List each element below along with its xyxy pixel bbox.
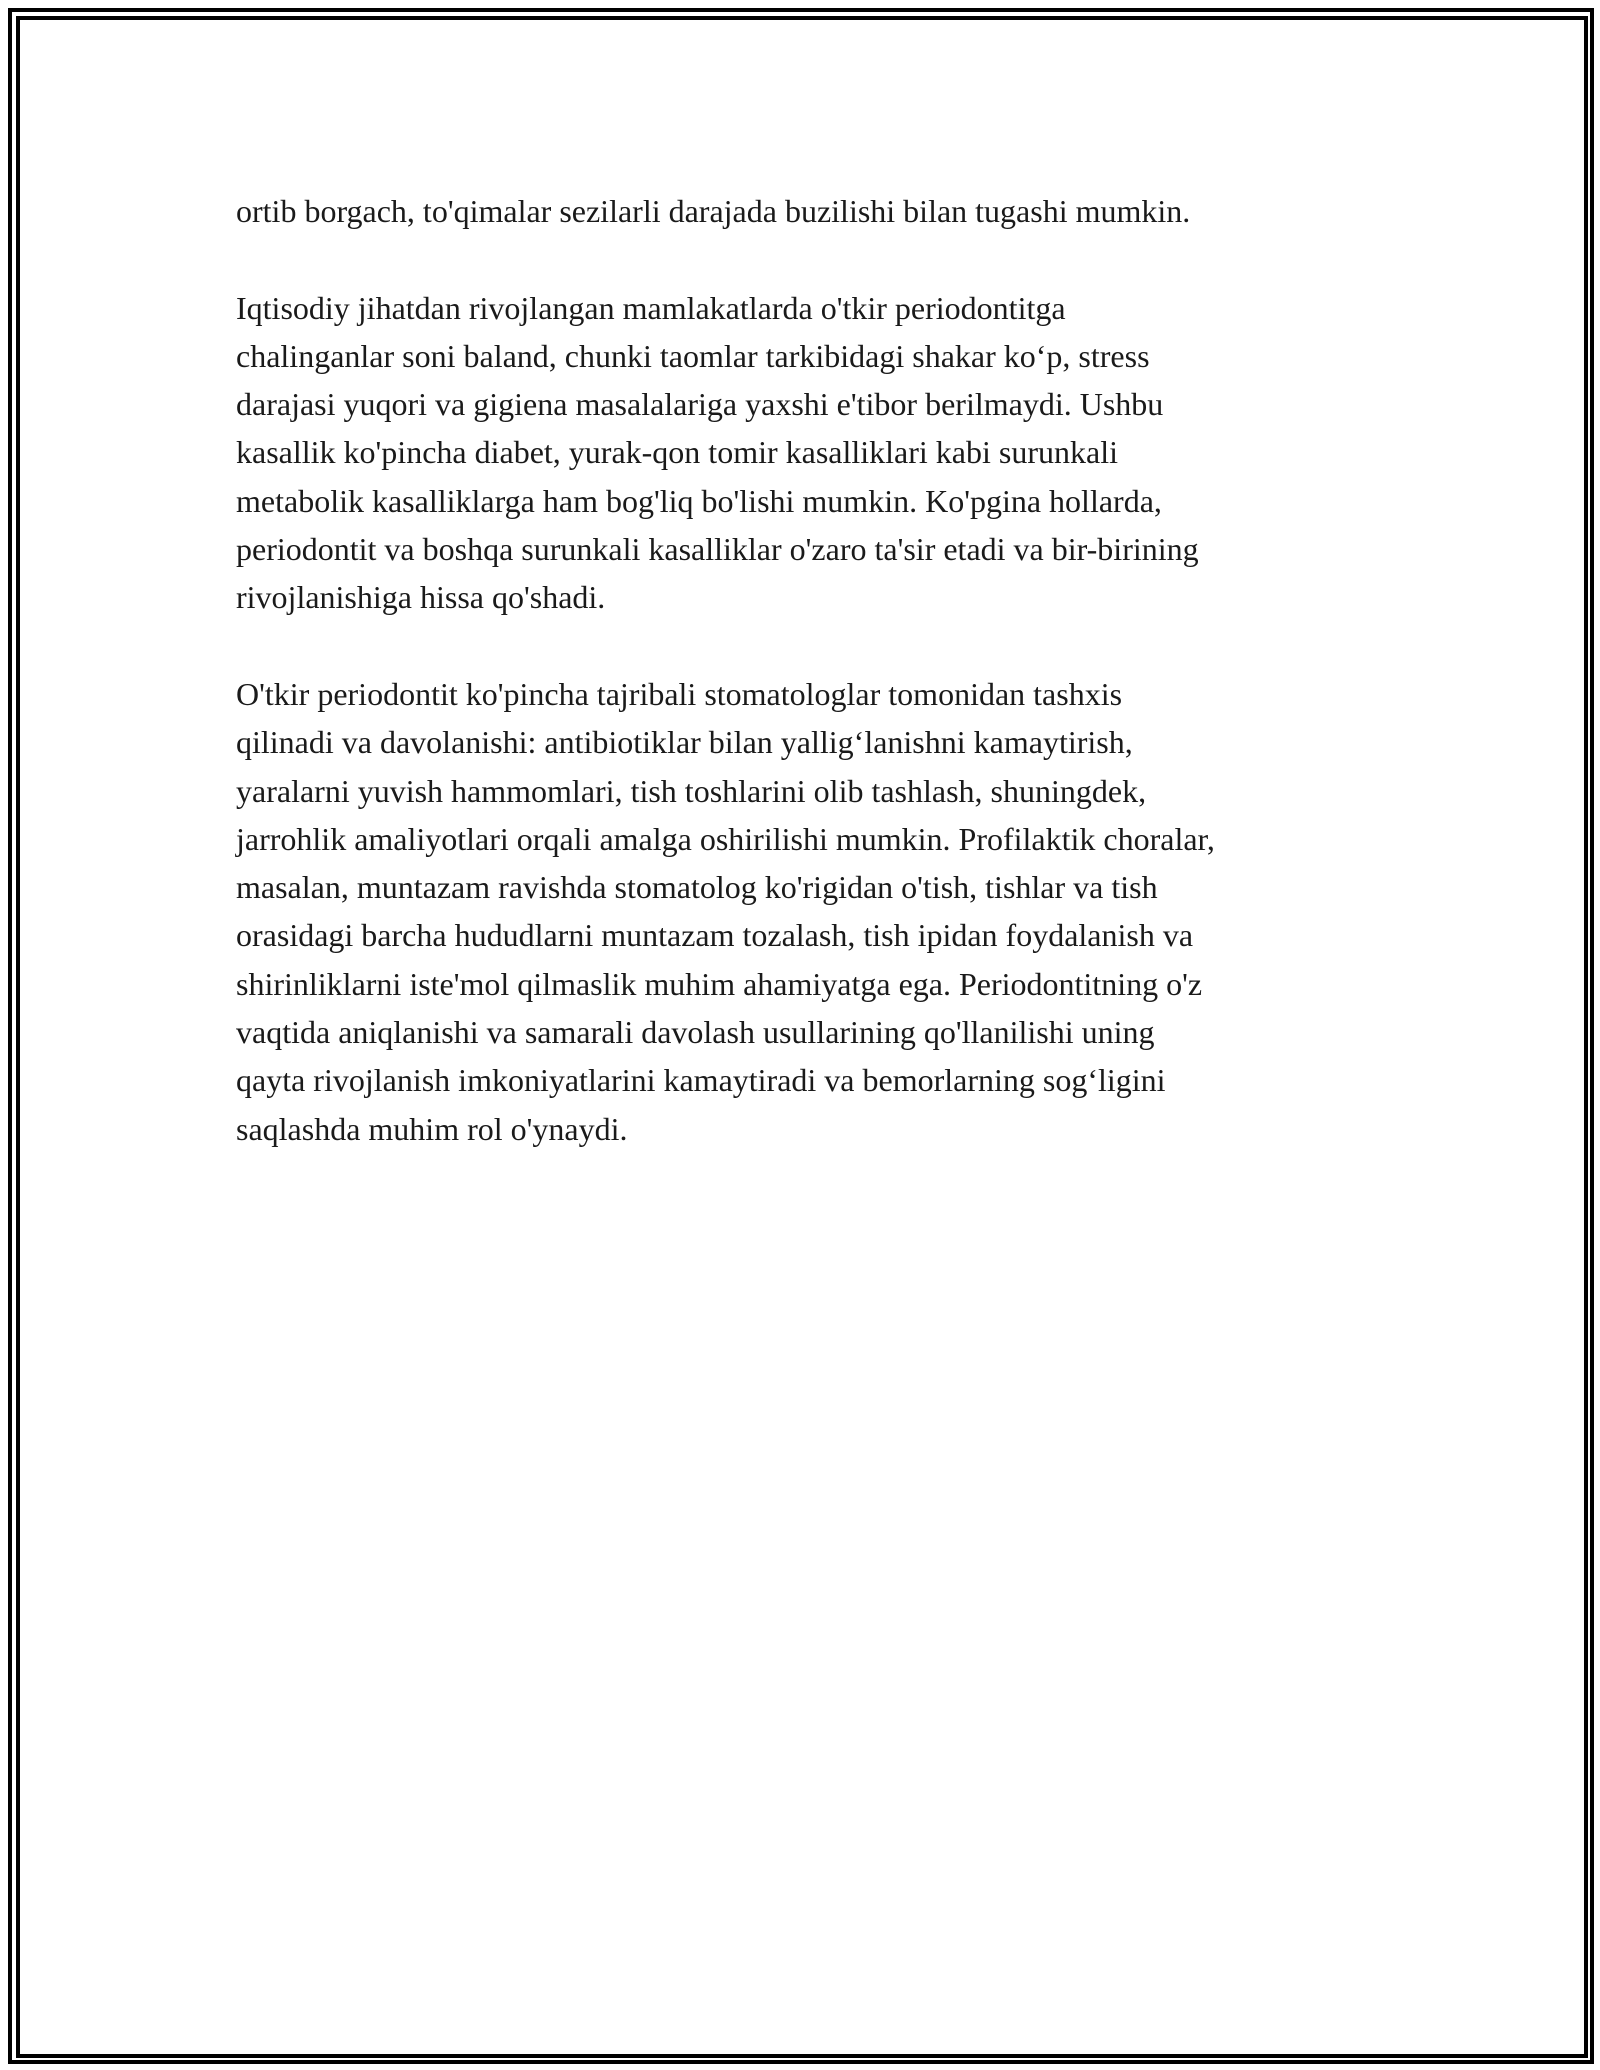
document-body [236,187,1366,1201]
paragraph-continuation: ortib borgach, to'qimalar sezilarli darajada buzilishi bilan tugashi mumkin. [236,193,1191,229]
paragraph-treatment: O'tkir periodontit ko'pincha tajribali stomatologlar tomonidan tashxis qilinadi va davolanishi: antibiotiklar bilan yallig‘lanishni kamaytirish, yaralarni yuvish hammomlari, tish toshlarini olib tashlash, shuningdek, jarrohlik amaliyotlari orqali amalga oshirilishi mumkin. Profilaktik choralar, masalan, muntazam ravishda stomatolog ko'rigidan o'tish, tishlar va tish orasidagi barcha hududlarni muntazam tozalash, tish ipidan foydalanish va shirinliklarni iste'mol qilmaslik muhim ahamiyatga ega. Periodontitning o'z vaqtida aniqlanishi va samarali davolash usullarining qo'llanilishi uning qayta rivojlanish imkoniyatlarini kamaytiradi va bemorlarning sog‘ligini saqlashda muhim rol o'ynaydi. [236,675,1215,1147]
paragraph-prevalence: Iqtisodiy jihatdan rivojlangan mamlakatlarda o'tkir periodontitga chalinganlar soni baland, chunki taomlar tarkibidagi shakar ko‘p, stress darajasi yuqori va gigiena masalalariga yaxshi e'tibor berilmaydi. Ushbu kasallik ko'pincha diabet, yurak-qon tomir kasalliklari kabi surunkali metabolik kasalliklarga ham bog'liq bo'lishi mumkin. Ko'pgina hollarda, periodontit va boshqa surunkali kasalliklar o'zaro ta'sir etadi va bir-birining rivojlanishiga hissa qo'shadi. [236,289,1199,616]
